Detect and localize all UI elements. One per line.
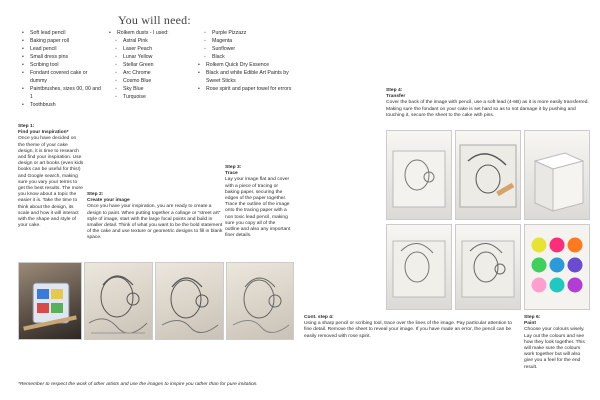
list-item: ◦ Laser Peach bbox=[115, 46, 153, 52]
cake-photo bbox=[524, 130, 590, 220]
list-item: • Rolkem dusts - I used: bbox=[109, 30, 169, 36]
step-heading: Step 6: bbox=[524, 315, 541, 320]
paint-pot-icon bbox=[568, 238, 583, 253]
list-item: ◦ Magenta bbox=[204, 38, 233, 44]
step-heading: Step 1: bbox=[18, 124, 35, 129]
step-body: Using a sharp pencil or scribing tool, trace over the lines of the image. Pay particular attention to fine detail. Remove the sheet to reveal your image. If you have made an error, the pencil can be easily removed with rose spirit. bbox=[304, 321, 512, 339]
circle-bullet-icon: ◦ bbox=[115, 62, 117, 68]
circle-bullet-icon: ◦ bbox=[115, 94, 117, 100]
list-item: • Lead pencil bbox=[22, 46, 57, 52]
circle-bullet-icon: ◦ bbox=[115, 78, 117, 84]
paint-pot-icon bbox=[532, 258, 547, 273]
paint-tin-image bbox=[19, 263, 81, 339]
list-item: ◦ Lunar Yellow bbox=[115, 54, 153, 60]
step-1 bbox=[18, 124, 84, 229]
circle-bullet-icon: ◦ bbox=[204, 30, 206, 36]
step-heading: Step 3: bbox=[225, 165, 242, 170]
list-item: ◦ Turquoise bbox=[115, 94, 146, 100]
step-4 bbox=[386, 88, 590, 119]
bullet-icon: • bbox=[22, 86, 24, 92]
bullet-icon: • bbox=[109, 30, 111, 36]
bullet-icon: • bbox=[198, 86, 200, 92]
step-body: Cover the back of the image with pencil, use a soft lead (4-6B) as it is more easily transferred. Making sure the fondant on your cake is set hard so as to not damage it by pushing and touching it, secure the sheet to the cake with pins. bbox=[386, 100, 589, 118]
transfer-photo-1 bbox=[386, 130, 452, 220]
supplies-list bbox=[22, 29, 104, 109]
step-subheading: Paint bbox=[524, 321, 536, 327]
paint-pot-icon bbox=[550, 238, 565, 253]
step-6 bbox=[524, 315, 588, 371]
list-item: • Fondant covered cake or dummy bbox=[22, 70, 88, 84]
tracing-image bbox=[155, 262, 224, 340]
step-subheading: Transfer bbox=[386, 94, 406, 100]
step-4-continued bbox=[304, 315, 514, 340]
step-heading: Cont. step 4: bbox=[304, 315, 334, 320]
paint-pot-icon bbox=[550, 278, 565, 293]
bullet-icon: • bbox=[22, 46, 24, 52]
bullet-icon: • bbox=[22, 70, 24, 76]
step-2 bbox=[87, 192, 225, 242]
step-body: Once you have decided on the theme of your cake design, it is time to research and find your inspiration. Use design or art books (even kids books can be useful for this!) and Google search, making sure you vary your terms to get the best results. The more you know about a topic the easier it is. Take the time to think about the design, its scale and how it will interact with the shape and style of your cake. bbox=[18, 136, 84, 229]
step-subheading: Trace bbox=[225, 171, 238, 177]
list-item: • Paintbrushes, sizes 00, 00 and 1 bbox=[22, 86, 101, 100]
scribing-photo-1 bbox=[386, 224, 452, 310]
transfer-photo-2 bbox=[455, 130, 521, 220]
circle-bullet-icon: ◦ bbox=[115, 86, 117, 92]
list-item: • Soft lead pencil bbox=[22, 30, 66, 36]
list-item: • Small dress pins bbox=[22, 54, 69, 60]
bullet-icon: • bbox=[198, 62, 200, 68]
step-body: Lay your image flat and cover with a piece of tracing or baking paper, securing the edges of the paper together. Trace the outline of the image onto the tracing paper with a non toxic lead pencil, making sure you copy all of the outline and also any important finer details. bbox=[225, 177, 291, 239]
bullet-icon: • bbox=[22, 54, 24, 60]
list-item: • Toothbrush bbox=[22, 102, 56, 108]
outline-face-image bbox=[227, 263, 293, 339]
list-item: ◦ Sky Blue bbox=[115, 86, 144, 92]
step-heading: Step 4: bbox=[386, 88, 403, 93]
list-item: ◦ Black bbox=[204, 54, 225, 60]
inspiration-photo bbox=[18, 262, 82, 340]
circle-bullet-icon: ◦ bbox=[115, 54, 117, 60]
step-body: Once you have your inspiration, you are ready to create a design to paint. When putting together a collage or "street art" style of image, start with the large focal points and build in smaller detail. Think of what you want to be the bold statement of the cake and use texture or geometric designs to fill in blank space. bbox=[87, 204, 223, 241]
paint-palette-photo bbox=[524, 224, 590, 310]
list-item: ◦ Stellar Green bbox=[115, 62, 154, 68]
circle-bullet-icon: ◦ bbox=[204, 46, 206, 52]
step-subheading: Create your image bbox=[87, 198, 130, 204]
step-heading: Step 2: bbox=[87, 192, 104, 197]
paint-pot-icon bbox=[532, 238, 547, 253]
circle-bullet-icon: ◦ bbox=[115, 70, 117, 76]
bullet-icon: • bbox=[22, 62, 24, 68]
list-item: • Rolkem Quick Dry Essence bbox=[198, 62, 270, 68]
step-subheading: Find your Inspiration* bbox=[18, 130, 69, 136]
list-item: ◦ Arc Chrome bbox=[115, 70, 151, 76]
list-item: ◦ Astral Pink bbox=[115, 38, 148, 44]
circle-bullet-icon: ◦ bbox=[115, 46, 117, 52]
traced-face-image bbox=[156, 263, 223, 339]
list-item: ◦ Purple Pizzazz bbox=[204, 30, 247, 36]
list-item: • Baking paper roll bbox=[22, 38, 69, 44]
step-3 bbox=[225, 165, 291, 239]
paint-pot-icon bbox=[568, 278, 583, 293]
scribing-photo-2 bbox=[455, 224, 521, 310]
list-item: • Scribing tool bbox=[22, 62, 59, 68]
list-item: ◦ Sunflower bbox=[204, 46, 236, 52]
trace-result-image bbox=[226, 262, 294, 340]
bullet-icon: • bbox=[22, 102, 24, 108]
supplies-list-col1 bbox=[22, 29, 104, 109]
bullet-icon: • bbox=[22, 38, 24, 44]
list-item: ◦ Cosmo Blue bbox=[115, 78, 152, 84]
dust-colour-list bbox=[198, 29, 298, 61]
bullet-icon: • bbox=[22, 30, 24, 36]
supplies-list-col3 bbox=[198, 29, 298, 93]
circle-bullet-icon: ◦ bbox=[204, 54, 206, 60]
face-sketch-image bbox=[85, 263, 152, 339]
paint-pot-icon bbox=[532, 278, 547, 293]
paint-pot-icon bbox=[568, 258, 583, 273]
step-body: Choose your colours wisely. Lay out the colours and see how they look together. This will make sure the colours work together but will also give you a feel for the end result. bbox=[524, 327, 585, 370]
bullet-icon: • bbox=[198, 70, 200, 76]
footnote: *Remember to respect the work of other artists and use the images to inspire you rather than for pure imitation. bbox=[18, 382, 258, 387]
dust-colour-list bbox=[109, 37, 169, 101]
list-item: • Rose spirit and paper towel for errors bbox=[198, 86, 292, 92]
circle-bullet-icon: ◦ bbox=[204, 38, 206, 44]
design-image bbox=[84, 262, 153, 340]
supplies-list-col2 bbox=[109, 29, 169, 101]
paint-pot-icon bbox=[550, 258, 565, 273]
circle-bullet-icon: ◦ bbox=[115, 38, 117, 44]
paint-palette-image bbox=[525, 225, 589, 309]
page-title: You will need: bbox=[118, 13, 191, 27]
list-item: • Black and white Edible Art Paints by Sweet Sticks bbox=[198, 70, 289, 84]
